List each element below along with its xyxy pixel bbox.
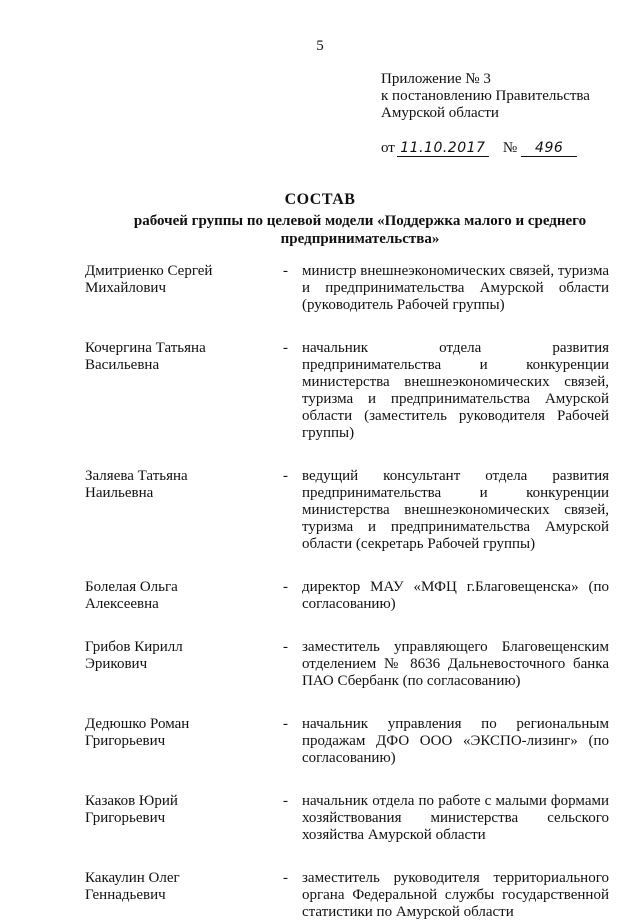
member-role: ведущий консультант отдела развития предпринимательства и конкуренции министерства внешнеэкономических связей, туризма и предпринимательства Амурской области (секретарь Рабочей группы) <box>302 468 609 552</box>
member-role: заместитель управляющего Благовещенским отделением № 8636 Дальневосточного банка ПАО Сбербанк (по согласованию) <box>302 639 609 689</box>
member-row <box>85 263 615 314</box>
member-row <box>85 639 615 690</box>
member-role: начальник отдела по работе с малыми формами хозяйствования министерства сельского хозяйства Амурской области <box>302 793 609 843</box>
member-dash: - <box>283 639 288 655</box>
member-name <box>85 870 283 921</box>
member-dash: - <box>283 793 288 809</box>
member-surname: Заляева Татьяна <box>85 468 188 484</box>
member-dash: - <box>283 716 288 732</box>
resolution-date-line <box>381 138 577 158</box>
member-dash: - <box>283 340 288 356</box>
member-patronymic: Эрикович <box>85 656 148 672</box>
member-name <box>85 468 283 553</box>
title-main: СОСТАВ <box>284 191 356 208</box>
member-role: начальник управления по региональным продажам ДФО ООО «ЭКСПО-лизинг» (по согласованию) <box>302 716 609 766</box>
member-surname: Какаулин Олег <box>85 870 180 886</box>
member-dash: - <box>283 263 288 279</box>
member-patronymic: Григорьевич <box>85 733 166 749</box>
member-row <box>85 793 615 844</box>
member-name <box>85 263 283 314</box>
member-role: начальник отдела развития предпринимательства и конкуренции министерства внешнеэкономических связей, туризма и предпринимательства Амурской области (заместитель руководителя Рабочей группы) <box>302 340 609 441</box>
member-dash: - <box>283 468 288 484</box>
title-subtitle: рабочей группы по целевой модели «Поддержка малого и среднего предпринимательства» <box>133 213 587 247</box>
members-list <box>85 263 615 921</box>
member-patronymic: Михайлович <box>85 280 166 296</box>
member-surname: Дедюшко Роман <box>85 716 190 732</box>
member-surname: Дмитриенко Сергей <box>85 263 213 279</box>
member-row <box>85 340 615 442</box>
member-role: директор МАУ «МФЦ г.Благовещенска» (по согласованию) <box>302 579 609 612</box>
member-name <box>85 340 283 442</box>
handwritten-number: 496 <box>521 140 577 157</box>
member-row <box>85 468 615 553</box>
member-patronymic: Алексеевна <box>85 596 159 612</box>
member-surname: Кочергина Татьяна <box>85 340 206 356</box>
member-row <box>85 716 615 767</box>
member-name <box>85 793 283 844</box>
appendix-resolution-ref: к постановлению Правительства <box>381 88 590 104</box>
member-surname: Грибов Кирилл <box>85 639 183 655</box>
member-surname: Казаков Юрий <box>85 793 178 809</box>
member-row <box>85 579 615 613</box>
handwritten-date: 11.10.2017 <box>397 140 489 157</box>
appendix-region: Амурской области <box>381 105 499 121</box>
member-role: заместитель руководителя территориального органа Федеральной службы государственной статистики по Амурской области <box>302 870 609 920</box>
document-title <box>0 190 640 248</box>
member-role: министр внешнеэкономических связей, туризма и предпринимательства Амурской области (руководитель Рабочей группы) <box>302 263 609 313</box>
member-patronymic: Васильевна <box>85 357 160 373</box>
appendix-number: Приложение № 3 <box>381 71 491 87</box>
number-label: № <box>502 140 518 156</box>
member-patronymic: Григорьевич <box>85 810 166 826</box>
member-patronymic: Геннадьевич <box>85 887 166 903</box>
member-surname: Болелая Ольга <box>85 579 178 595</box>
member-name <box>85 716 283 767</box>
date-prefix: от <box>381 140 395 156</box>
member-dash: - <box>283 870 288 886</box>
member-patronymic: Наильевна <box>85 485 154 501</box>
member-row <box>85 870 615 921</box>
member-name <box>85 579 283 613</box>
member-name <box>85 639 283 690</box>
appendix-header <box>381 71 590 122</box>
page-number: 5 <box>316 38 324 54</box>
member-dash: - <box>283 579 288 595</box>
